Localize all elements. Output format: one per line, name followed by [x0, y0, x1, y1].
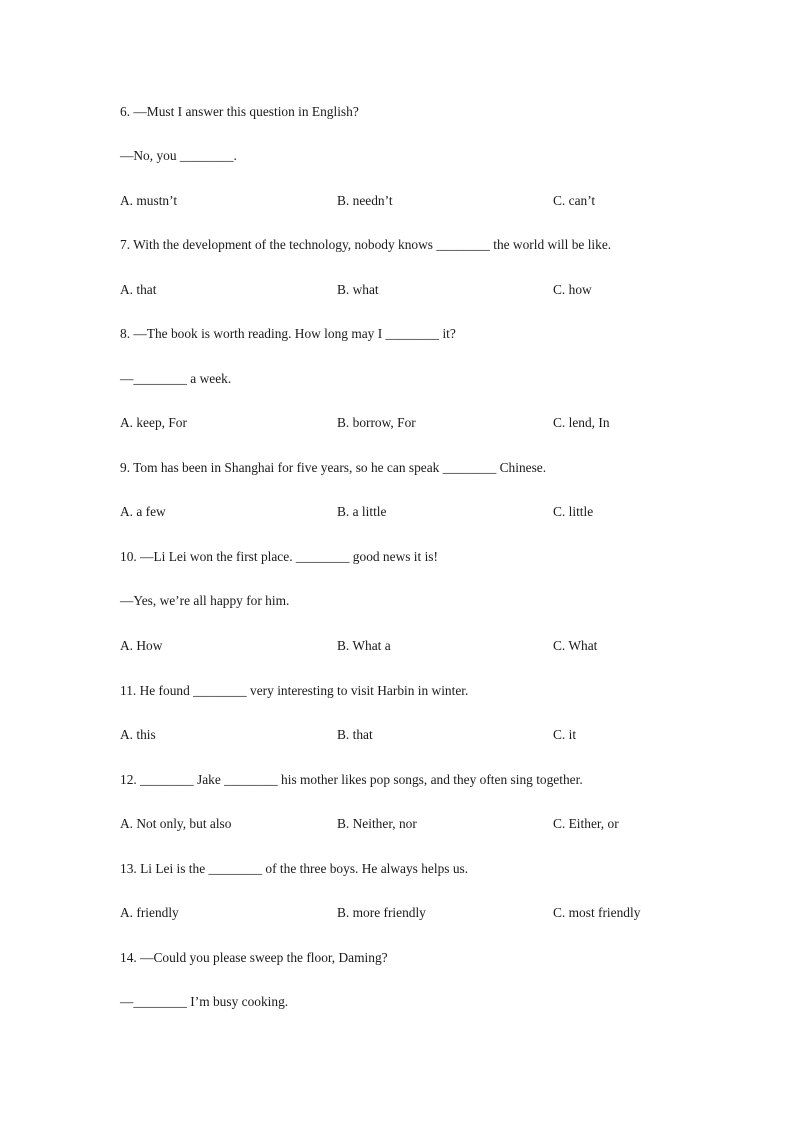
question-12-option-c: C. Either, or: [553, 816, 619, 831]
question-6-option-a: A. mustn’t: [120, 193, 178, 208]
question-10-option-b: B. What a: [337, 638, 391, 653]
question-12-stem: 12. ________ Jake ________ his mother likes pop songs, and they often sing together.: [120, 772, 583, 787]
question-13-option-b: B. more friendly: [337, 905, 426, 920]
question-8-option-a: A. keep, For: [120, 415, 187, 430]
question-6-option-c: C. can’t: [553, 193, 596, 208]
question-6-reply: —No, you ________.: [120, 148, 237, 163]
question-13-stem: 13. Li Lei is the ________ of the three boys. He always helps us.: [120, 861, 469, 876]
question-8-stem: 8. —The book is worth reading. How long may I ________ it?: [120, 326, 456, 341]
question-7-option-b: B. what: [337, 282, 379, 297]
question-10-option-a: A. How: [120, 638, 163, 653]
question-12-option-b: B. Neither, nor: [337, 816, 417, 831]
question-6-option-b: B. needn’t: [337, 193, 393, 208]
question-11-option-b: B. that: [337, 727, 373, 742]
question-9-option-c: C. little: [553, 504, 594, 519]
question-11-option-a: A. this: [120, 727, 156, 742]
question-7-option-c: C. how: [553, 282, 592, 297]
question-9-stem: 9. Tom has been in Shanghai for five years, so he can speak ________ Chinese.: [120, 460, 547, 475]
question-8-reply: —________ a week.: [120, 371, 232, 386]
question-13-option-a: A. friendly: [120, 905, 179, 920]
question-13-option-c: C. most friendly: [553, 905, 641, 920]
question-10-option-c: C. What: [553, 638, 598, 653]
question-14-stem: 14. —Could you please sweep the floor, Daming?: [120, 950, 388, 965]
question-14-reply: —________ I’m busy cooking.: [120, 994, 289, 1009]
question-8-option-c: C. lend, In: [553, 415, 610, 430]
question-6-stem: 6. —Must I answer this question in English?: [120, 104, 359, 119]
question-11-stem: 11. He found ________ very interesting to visit Harbin in winter.: [120, 683, 469, 698]
question-10-reply: —Yes, we’re all happy for him.: [120, 593, 290, 608]
question-8-option-b: B. borrow, For: [337, 415, 416, 430]
question-7-stem: 7. With the development of the technology, nobody knows ________ the world will be like.: [120, 237, 612, 252]
question-9-option-a: A. a few: [120, 504, 166, 519]
question-7-option-a: A. that: [120, 282, 157, 297]
question-9-option-b: B. a little: [337, 504, 387, 519]
question-11-option-c: C. it: [553, 727, 577, 742]
question-10-stem: 10. —Li Lei won the first place. ________ good news it is!: [120, 549, 438, 564]
question-12-option-a: A. Not only, but also: [120, 816, 232, 831]
